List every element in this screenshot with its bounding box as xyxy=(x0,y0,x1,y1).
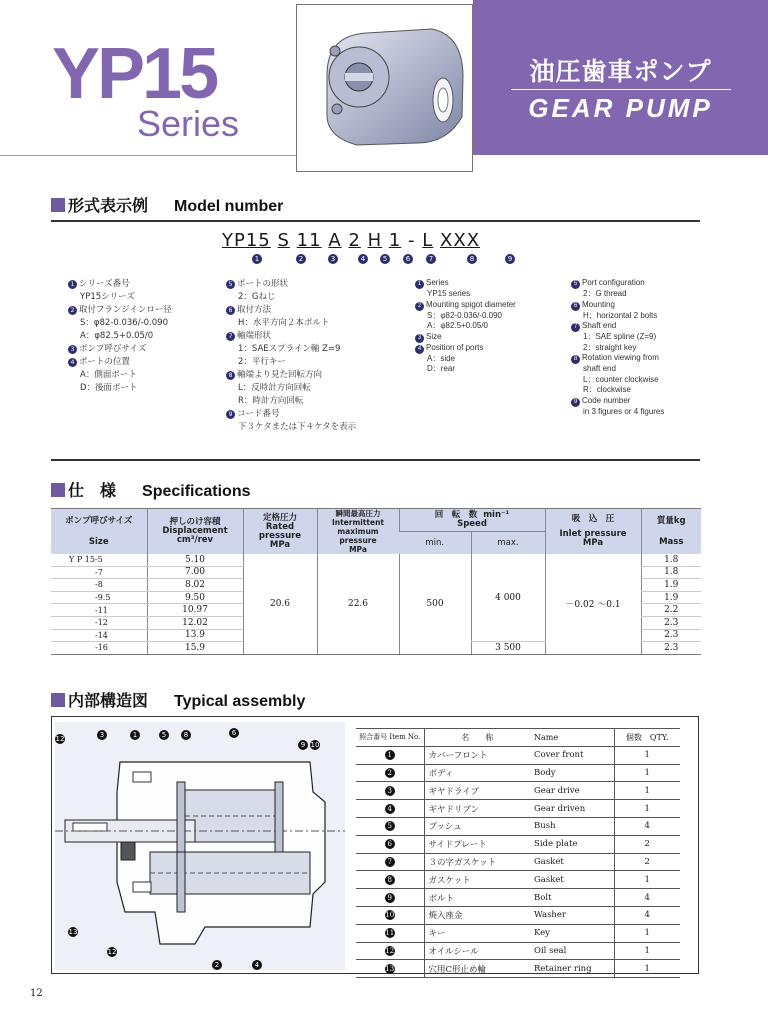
header-displacement: 押しのけ容積 Displacement cm³/rev xyxy=(147,509,243,555)
code-number: XXX xyxy=(440,230,481,251)
specifications-heading xyxy=(51,478,251,501)
speed-min-value: 500 xyxy=(399,554,471,654)
header-inlet-pressure: 吸 込 圧 Inlet pressure MPa xyxy=(545,509,641,555)
table-row: 3 ギヤドライブ Gear drive 1 xyxy=(356,782,680,800)
header-qty: 個数 QTY. xyxy=(614,729,680,747)
header-banner xyxy=(473,0,768,155)
callout-10: 10 xyxy=(310,741,320,749)
rated-pressure-value: 20.6 xyxy=(243,554,317,654)
heading-jp: 形式表示例 xyxy=(68,196,149,215)
table-row: -16 15.9 3 500 2.3 xyxy=(51,642,701,655)
callout-12: 12 xyxy=(107,948,117,956)
callout-11: 12 xyxy=(55,735,65,743)
code-size: 11 xyxy=(296,230,322,251)
marker-2: 2 xyxy=(296,254,306,264)
header-size: ポンプ呼びサイズ Size xyxy=(51,509,147,555)
callout-1: 1 xyxy=(130,730,140,740)
callout-2: 2 xyxy=(212,960,222,970)
header-name-jp: 名 称 xyxy=(424,729,530,747)
banner-rule xyxy=(511,89,731,90)
callout-13: 13 xyxy=(68,928,78,936)
table-row: 6 サイドプレート Side plate 2 xyxy=(356,835,680,853)
marker-7: 7 xyxy=(426,254,436,264)
header-intermittent-pressure: 瞬間最高圧力 Intermittent maximum pressure MPa xyxy=(317,509,399,555)
table-row: 12 オイルシール Oil seal 1 xyxy=(356,942,680,960)
series-title: YP15 xyxy=(52,34,217,114)
table-row: -7 7.00 1.8 xyxy=(51,566,701,579)
assembly-drawing xyxy=(55,722,345,970)
callout-8: 8 xyxy=(181,730,191,740)
specifications-table xyxy=(51,508,701,655)
table-row: 4 ギヤドリブン Gear driven 1 xyxy=(356,800,680,818)
jp-title: 油圧歯車ポンプ xyxy=(529,57,712,86)
table-row: Y P 15-5 5.10 20.6 22.6 500 4 000 －0.02 ～0.1 1.8 xyxy=(51,554,701,566)
model-code xyxy=(222,230,480,251)
marker-5: 5 xyxy=(380,254,390,264)
cross-section-diagram xyxy=(55,722,345,970)
heading-en: Typical assembly xyxy=(174,693,306,710)
header-rated-pressure: 定格圧力 Rated pressure MPa xyxy=(243,509,317,555)
code-port-position: A xyxy=(328,230,342,251)
marker-6: 6 xyxy=(403,254,413,264)
table-row: -8 8.02 1.9 xyxy=(51,579,701,592)
table-row: 13 穴用C形止め輪 Retainer ring 1 xyxy=(356,960,680,978)
table-row: -9.5 9.50 1.9 xyxy=(51,591,701,604)
speed-max-value: 4 000 xyxy=(471,554,545,642)
table-row: -11 10.97 2.2 xyxy=(51,604,701,617)
table-row: 7 ３の字ガスケット Gasket 2 xyxy=(356,853,680,871)
table-row: -12 12.02 2.3 xyxy=(51,616,701,629)
callout-6: 6 xyxy=(229,728,239,738)
header-rule xyxy=(0,155,296,156)
callout-5: 5 xyxy=(159,730,169,740)
speed-max-value-b: 3 500 xyxy=(471,642,545,655)
header-speed-max: max. xyxy=(471,532,545,554)
legend-jp-right: 5 ポートの形状 2：Gねじ 6 取付方法 H：水平方向２本ボルト 7 軸端形状 1：SAEスプライン軸 Z=9 2：平行キー 8 軸端より見た回転方向 L：反時計方向回転 R：時計方向回転 9 コード番号 下３ケタまたは下４ケタを表示 xyxy=(226,278,356,434)
code-dash: - xyxy=(408,230,416,251)
table-row: 9 ボルト Bolt 4 xyxy=(356,889,680,907)
code-rotation: L xyxy=(422,230,434,251)
gear-pump-image xyxy=(297,5,472,171)
callout-4: 4 xyxy=(252,960,262,970)
table-row: 1 カバーフロント Cover front 1 xyxy=(356,746,680,764)
code-series: YP15 xyxy=(222,230,271,251)
divider xyxy=(51,459,700,461)
table-row: -14 13.9 2.3 xyxy=(51,629,701,642)
header-speed: 回 転 数 min⁻¹ Speed xyxy=(399,509,545,532)
code-mounting: H xyxy=(367,230,383,251)
inlet-pressure-value: －0.02 ～0.1 xyxy=(545,554,641,654)
model-number-heading xyxy=(51,193,283,216)
callout-3: 3 xyxy=(97,730,107,740)
series-subtitle: Series xyxy=(137,103,240,144)
product-photo xyxy=(296,4,473,172)
header-item-no: 照合番号 Item No. xyxy=(356,729,424,747)
intermittent-pressure-value: 22.6 xyxy=(317,554,399,654)
heading-en: Model number xyxy=(174,198,284,215)
header-speed-min: min. xyxy=(399,532,471,554)
table-row: 8 ガスケット Gasket 1 xyxy=(356,871,680,889)
heading-en: Specifications xyxy=(142,483,251,500)
heading-jp: 内部構造図 xyxy=(68,691,149,710)
legend-en-left: 1 Series YP15 series 2 Mounting spigot diameter S：φ82-0.036/-0.090 A：φ82.5+0.05/0 3 Size 4 Position of ports A：side D：rear xyxy=(415,278,516,375)
en-title: GEAR PUMP xyxy=(528,93,713,123)
legend-jp-left: 1 シリーズ番号 YP15シリーズ 2 取付フランジインロー径 S：φ82-0.036/-0.090 A：φ82.5+0.05/0 3 ポンプ呼びサイズ 4 ポートの位置 A：側面ポート D：後面ポート xyxy=(68,278,172,395)
table-row: 2 ボディ Body 1 xyxy=(356,764,680,782)
parts-table xyxy=(356,728,680,978)
callout-9: 9 xyxy=(298,740,308,750)
marker-9: 9 xyxy=(505,254,515,264)
table-row: 11 キー Key 1 xyxy=(356,924,680,942)
code-shaft-end: 1 xyxy=(388,230,402,251)
legend-en-right: 5 Port configuration 2：G thread 6 Mounting H：horizontal 2 bolts 7 Shaft end 1：SAE spline (Z=9) 2：straight key 8 Rotation viewing from shaft end L：counter clockwise R：clockwise 9 Code number in 3 figures or 4 figures xyxy=(571,278,664,417)
marker-3: 3 xyxy=(328,254,338,264)
marker-8: 8 xyxy=(467,254,477,264)
code-port-config: 2 xyxy=(348,230,361,251)
code-spigot: S xyxy=(277,230,290,251)
header-name-en: Name xyxy=(530,729,614,747)
section-square xyxy=(51,693,65,707)
page-number: 12 xyxy=(30,988,43,999)
heading-jp: 仕 様 xyxy=(68,481,117,500)
assembly-heading xyxy=(51,688,305,711)
table-row: 5 ブッシュ Bush 4 xyxy=(356,817,680,835)
table-row: 10 焼入座金 Washer 4 xyxy=(356,906,680,924)
divider xyxy=(51,220,700,222)
marker-4: 4 xyxy=(358,254,368,264)
header-mass: 質量kg Mass xyxy=(641,509,701,555)
marker-1: 1 xyxy=(252,254,262,264)
section-square xyxy=(51,198,65,212)
section-square xyxy=(51,483,65,497)
